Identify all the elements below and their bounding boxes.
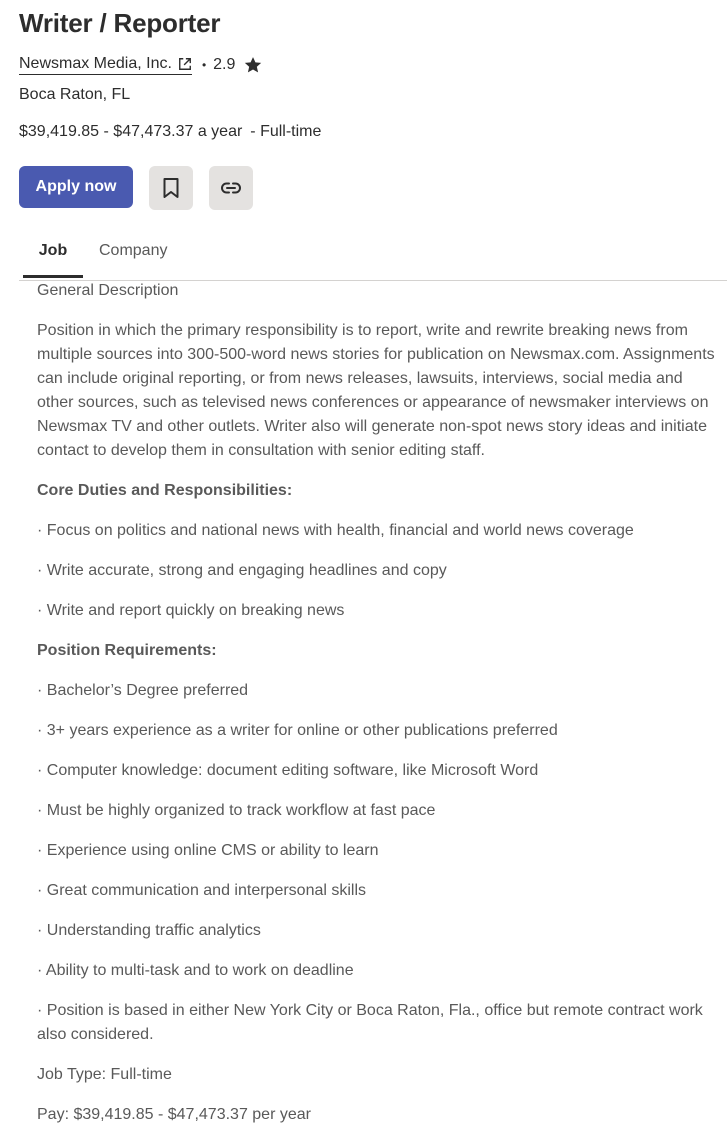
link-icon (219, 176, 243, 200)
pay-line: Pay: $39,419.85 - $47,473.37 per year (37, 1106, 311, 1123)
list-item: · Computer knowledge: document editing software, like Microsoft Word (37, 762, 539, 779)
company-link[interactable] (19, 55, 192, 75)
general-description-body: Position in which the primary responsibility is to report, write and rewrite breaking news from multiple sources into 300-500-word news stories for publication on Newsmax.com. Assignments can include original reporting, or from news releases, lawsuits, interviews, social media and other sources, such as televised news conferences or appearance of newsmaker interviews on Newsmax TV and other outlets. Writer also will generate non-spot news story ideas and initiate contact to develop them in consultation with senior editing staff. (37, 322, 715, 459)
list-item: · Ability to multi-task and to work on deadline (37, 962, 354, 979)
list-item: · Bachelor’s Degree preferred (37, 682, 249, 699)
rating-separator: • (201, 58, 207, 72)
list-item: · Position is based in either New York City or Boca Raton, Fla., office but remote contract work also considered. (37, 1002, 703, 1043)
list-item: · Experience using online CMS or ability to learn (37, 842, 379, 859)
tab-bar (23, 236, 167, 278)
list-item: · Understanding traffic analytics (37, 922, 261, 939)
company-rating: 2.9 (213, 56, 236, 73)
company-row (19, 52, 263, 78)
tab-job[interactable]: Job (23, 236, 83, 278)
tabs-divider (19, 280, 727, 281)
copy-link-button[interactable] (209, 166, 253, 210)
list-item: · Focus on politics and national news with health, financial and world news coverage (37, 522, 634, 539)
star-icon (243, 55, 263, 75)
general-description-heading: General Description (37, 282, 179, 299)
list-item: · Great communication and interpersonal skills (37, 882, 367, 899)
job-description (37, 279, 722, 1143)
job-type: - Full-time (250, 123, 322, 140)
job-title: Writer / Reporter (19, 8, 221, 38)
list-item: · Write accurate, strong and engaging headlines and copy (37, 562, 447, 579)
salary-row (19, 123, 321, 141)
list-item: · Must be highly organized to track workflow at fast pace (37, 802, 436, 819)
position-requirements-heading: Position Requirements: (37, 642, 217, 659)
job-type-line: Job Type: Full-time (37, 1066, 172, 1083)
list-item: · Write and report quickly on breaking news (37, 602, 345, 619)
core-duties-heading: Core Duties and Responsibilities: (37, 482, 293, 499)
tab-company[interactable]: Company (99, 242, 168, 259)
company-name: Newsmax Media, Inc. (19, 55, 172, 72)
apply-now-button[interactable]: Apply now (19, 166, 133, 208)
job-header (0, 0, 727, 282)
job-location: Boca Raton, FL (19, 86, 131, 103)
salary-range: $39,419.85 - $47,473.37 a year (19, 123, 243, 140)
bookmark-icon (161, 177, 181, 199)
save-job-button[interactable] (149, 166, 193, 210)
list-item: · 3+ years experience as a writer for online or other publications preferred (37, 722, 558, 739)
external-link-icon (178, 57, 192, 71)
